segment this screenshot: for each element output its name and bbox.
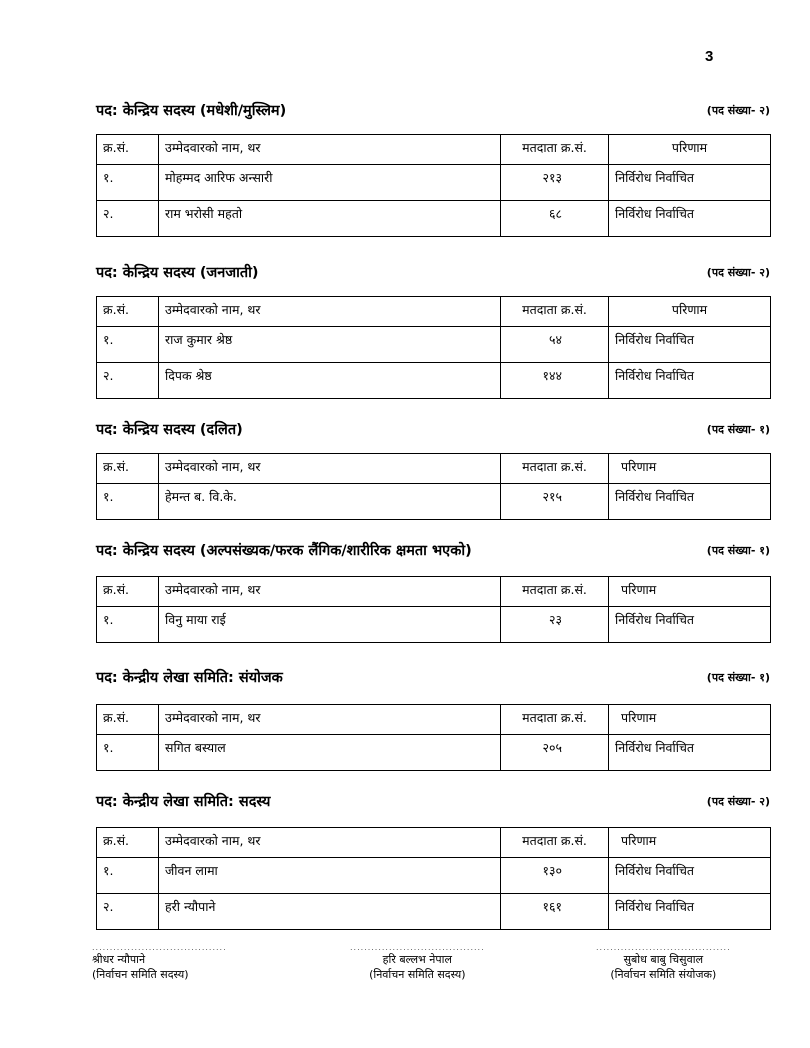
results-table bbox=[96, 453, 771, 520]
header-sn: क्र.सं. bbox=[97, 577, 159, 607]
results-table bbox=[96, 827, 771, 930]
table-row bbox=[97, 363, 771, 399]
section-dalit bbox=[96, 419, 770, 504]
header-voter-no: मतदाता क्र.सं. bbox=[501, 577, 609, 607]
post-count: (पद संख्या- २) bbox=[706, 266, 770, 279]
table-row bbox=[97, 327, 771, 363]
signatory-role: (निर्वाचन समिति सदस्य) bbox=[369, 968, 466, 981]
header-sn: क्र.सं. bbox=[97, 828, 159, 858]
cell-result: निर्विरोध निर्वाचित bbox=[609, 607, 771, 643]
post-count: (पद संख्या- १) bbox=[706, 671, 770, 684]
post-count: (पद संख्या- २) bbox=[706, 795, 770, 808]
cell-voter-no: ६८ bbox=[501, 201, 609, 237]
results-table bbox=[96, 576, 771, 643]
table-row bbox=[97, 484, 771, 520]
header-name: उम्मेदवारको नाम, थर bbox=[159, 454, 501, 484]
cell-sn: १. bbox=[97, 327, 159, 363]
table-row bbox=[97, 894, 771, 930]
header-voter-no: मतदाता क्र.सं. bbox=[501, 454, 609, 484]
header-result: परिणाम bbox=[609, 297, 771, 327]
table-header-row bbox=[97, 828, 771, 858]
cell-name: हरी न्यौपाने bbox=[159, 894, 501, 930]
cell-sn: २. bbox=[97, 201, 159, 237]
header-sn: क्र.सं. bbox=[97, 705, 159, 735]
cell-result: निर्विरोध निर्वाचित bbox=[609, 484, 771, 520]
section-janajati bbox=[96, 262, 770, 383]
cell-name: राज कुमार श्रेष्ठ bbox=[159, 327, 501, 363]
signature-block bbox=[92, 944, 227, 982]
post-title: पद: केन्द्रीय लेखा समिति: संयोजक bbox=[96, 670, 283, 686]
cell-name: विनु माया राई bbox=[159, 607, 501, 643]
header-voter-no: मतदाता क्र.सं. bbox=[501, 828, 609, 858]
cell-voter-no: ५४ bbox=[501, 327, 609, 363]
post-title: पद: केन्द्रिय सदस्य (मधेशी/मुस्लिम) bbox=[96, 103, 287, 119]
cell-result: निर्विरोध निर्वाचित bbox=[609, 858, 771, 894]
table-header-row bbox=[97, 297, 771, 327]
header-voter-no: मतदाता क्र.सं. bbox=[501, 705, 609, 735]
signatory-name: सुबोध बाबु चिसुवाल bbox=[623, 953, 704, 966]
header-name: उम्मेदवारको नाम, थर bbox=[159, 705, 501, 735]
signature-line: ...................................... bbox=[596, 943, 731, 952]
post-count: (पद संख्या- १) bbox=[706, 423, 770, 436]
cell-voter-no: १३० bbox=[501, 858, 609, 894]
header-name: उम्मेदवारको नाम, थर bbox=[159, 297, 501, 327]
header-sn: क्र.सं. bbox=[97, 135, 159, 165]
cell-result: निर्विरोध निर्वाचित bbox=[609, 363, 771, 399]
signature-block bbox=[596, 944, 731, 982]
header-result: परिणाम bbox=[609, 705, 771, 735]
results-table bbox=[96, 296, 771, 399]
header-sn: क्र.सं. bbox=[97, 454, 159, 484]
header-result: परिणाम bbox=[609, 828, 771, 858]
cell-result: निर्विरोध निर्वाचित bbox=[609, 201, 771, 237]
section-accounts-coordinator bbox=[96, 667, 770, 755]
post-title: पद: केन्द्रिय सदस्य (दलित) bbox=[96, 422, 243, 438]
header-sn: क्र.सं. bbox=[97, 297, 159, 327]
table-header-row bbox=[97, 577, 771, 607]
section-minority bbox=[96, 540, 770, 627]
cell-voter-no: २३ bbox=[501, 607, 609, 643]
signatory-name: श्रीधर न्यौपाने bbox=[92, 953, 146, 966]
cell-sn: १. bbox=[97, 858, 159, 894]
table-header-row bbox=[97, 454, 771, 484]
signature-line: ...................................... bbox=[350, 943, 485, 952]
header-result: परिणाम bbox=[609, 454, 771, 484]
cell-voter-no: २०५ bbox=[501, 735, 609, 771]
header-result: परिणाम bbox=[609, 135, 771, 165]
header-result: परिणाम bbox=[609, 577, 771, 607]
cell-voter-no: १६१ bbox=[501, 894, 609, 930]
signature-line: ...................................... bbox=[92, 943, 227, 952]
cell-name: राम भरोसी महतो bbox=[159, 201, 501, 237]
cell-sn: १. bbox=[97, 607, 159, 643]
table-row bbox=[97, 201, 771, 237]
post-title: पद: केन्द्रीय लेखा समिति: सदस्य bbox=[96, 794, 271, 810]
cell-name: हेमन्त ब. वि.के. bbox=[159, 484, 501, 520]
cell-voter-no: २१५ bbox=[501, 484, 609, 520]
header-voter-no: मतदाता क्र.सं. bbox=[501, 297, 609, 327]
signatory-name: हरि बल्लभ नेपाल bbox=[382, 953, 452, 966]
signature-block bbox=[350, 944, 485, 982]
cell-result: निर्विरोध निर्वाचित bbox=[609, 327, 771, 363]
post-title: पद: केन्द्रिय सदस्य (अल्पसंख्यक/फरक लैंगिक/शारीरिक क्षमता भएको) bbox=[96, 543, 472, 559]
table-header-row bbox=[97, 135, 771, 165]
cell-result: निर्विरोध निर्वाचित bbox=[609, 165, 771, 201]
section-accounts-member bbox=[96, 791, 770, 914]
table-row bbox=[97, 165, 771, 201]
results-table bbox=[96, 134, 771, 237]
cell-voter-no: १४४ bbox=[501, 363, 609, 399]
header-voter-no: मतदाता क्र.सं. bbox=[501, 135, 609, 165]
header-name: उम्मेदवारको नाम, थर bbox=[159, 577, 501, 607]
results-table bbox=[96, 704, 771, 771]
post-count: (पद संख्या- २) bbox=[706, 104, 770, 117]
section-madheshi-muslim bbox=[96, 100, 770, 221]
cell-result: निर्विरोध निर्वाचित bbox=[609, 735, 771, 771]
cell-sn: १. bbox=[97, 165, 159, 201]
cell-sn: २. bbox=[97, 363, 159, 399]
cell-name: मोहम्मद आरिफ अन्सारी bbox=[159, 165, 501, 201]
header-name: उम्मेदवारको नाम, थर bbox=[159, 828, 501, 858]
table-header-row bbox=[97, 705, 771, 735]
cell-sn: १. bbox=[97, 484, 159, 520]
header-name: उम्मेदवारको नाम, थर bbox=[159, 135, 501, 165]
signatory-role: (निर्वाचन समिति सदस्य) bbox=[92, 968, 189, 981]
post-title: पद: केन्द्रिय सदस्य (जनजाती) bbox=[96, 265, 259, 281]
table-row bbox=[97, 607, 771, 643]
post-count: (पद संख्या- १) bbox=[706, 544, 770, 557]
page-number: 3 bbox=[705, 48, 714, 65]
cell-sn: २. bbox=[97, 894, 159, 930]
cell-name: सगित बस्याल bbox=[159, 735, 501, 771]
table-row bbox=[97, 735, 771, 771]
cell-name: जीवन लामा bbox=[159, 858, 501, 894]
signatory-role: (निर्वाचन समिति संयोजक) bbox=[610, 968, 717, 981]
table-row bbox=[97, 858, 771, 894]
cell-sn: १. bbox=[97, 735, 159, 771]
cell-voter-no: २१३ bbox=[501, 165, 609, 201]
cell-result: निर्विरोध निर्वाचित bbox=[609, 894, 771, 930]
cell-name: दिपक श्रेष्ठ bbox=[159, 363, 501, 399]
